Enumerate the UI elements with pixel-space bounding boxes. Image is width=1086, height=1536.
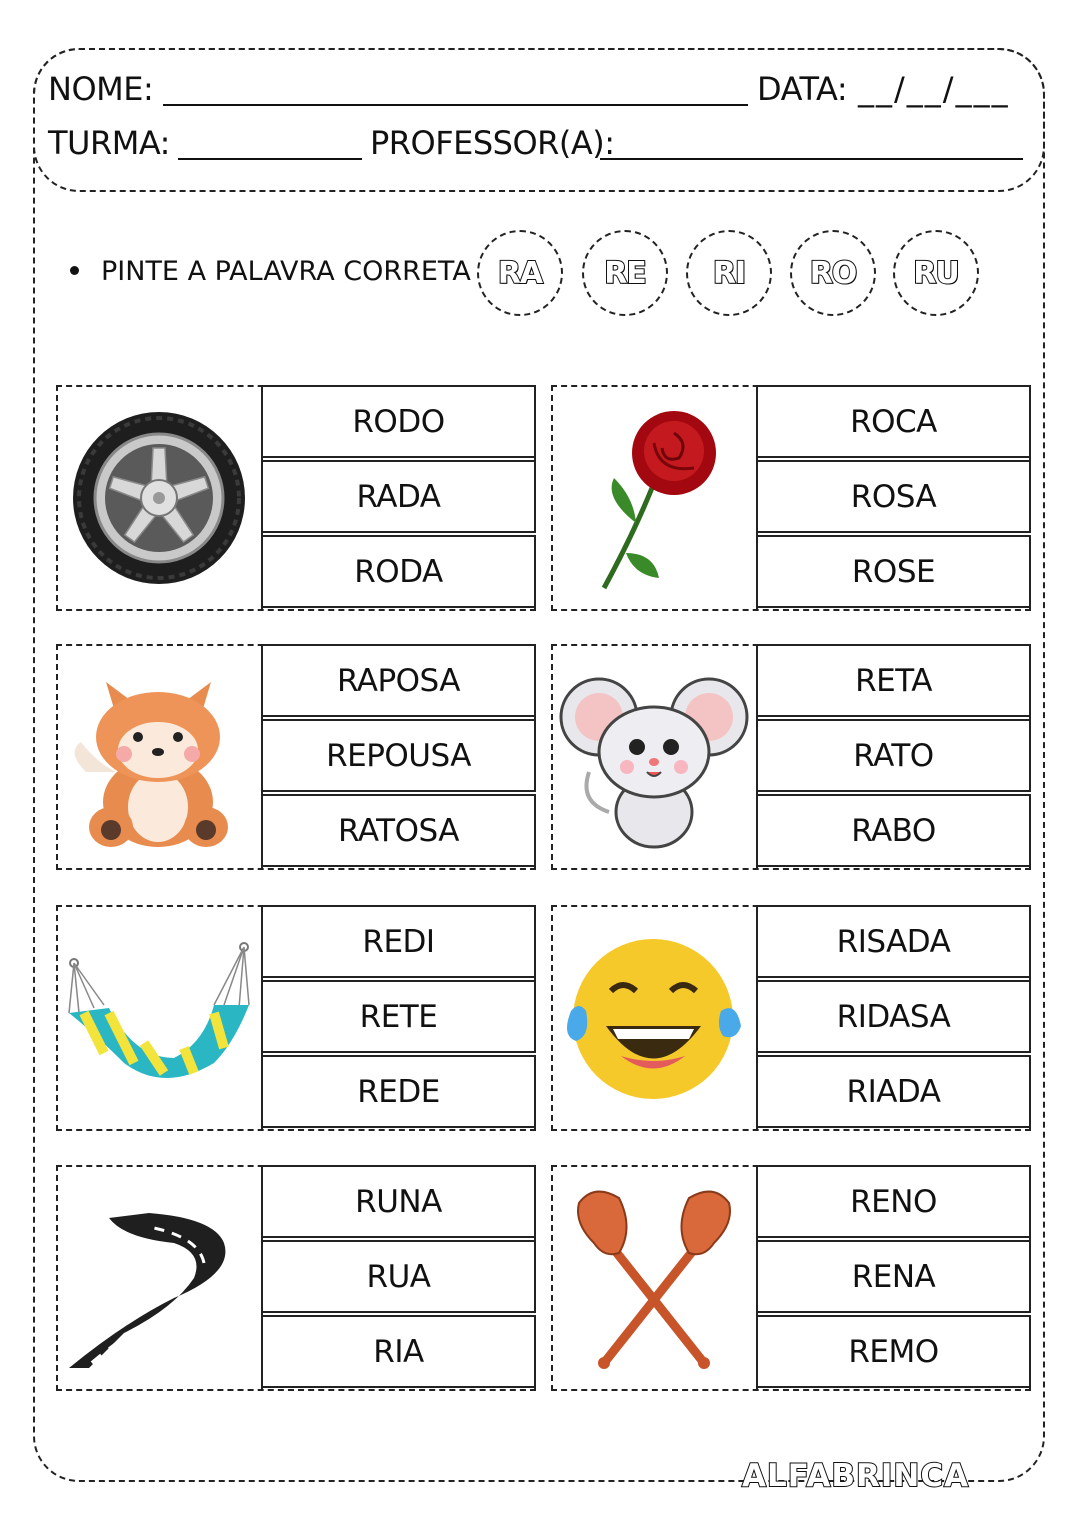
option-rato[interactable]: RATO (758, 719, 1031, 792)
tire-icon (56, 385, 261, 611)
teacher-field[interactable] (600, 158, 1023, 160)
option-risada[interactable]: RISADA (758, 905, 1031, 978)
instruction-text: PINTE A PALAVRA CORRETA (101, 256, 471, 287)
option-raposa[interactable]: RAPOSA (263, 644, 536, 717)
card-rose (551, 385, 1031, 611)
card-mouse (551, 644, 1031, 870)
hammock-icon (56, 905, 261, 1131)
option-rua[interactable]: RUA (263, 1240, 536, 1313)
card-hammock (56, 905, 536, 1131)
option-ria[interactable]: RIA (263, 1315, 536, 1388)
card-fox (56, 644, 536, 870)
option-rada[interactable]: RADA (263, 460, 536, 533)
syllable-ru: RU (893, 230, 979, 316)
option-reno[interactable]: RENO (758, 1165, 1031, 1238)
card-road (56, 1165, 536, 1391)
option-rena[interactable]: RENA (758, 1240, 1031, 1313)
card-tire (56, 385, 536, 611)
class-label: TURMA: (48, 124, 170, 162)
option-ridasa[interactable]: RIDASA (758, 980, 1031, 1053)
laughing-emoji-icon (551, 905, 756, 1131)
option-redi[interactable]: REDI (263, 905, 536, 978)
instruction (70, 256, 471, 287)
syllable-ro: RO (790, 230, 876, 316)
option-roda[interactable]: RODA (263, 535, 536, 608)
option-ratosa[interactable]: RATOSA (263, 794, 536, 867)
card-oars (551, 1165, 1031, 1391)
teacher-label: PROFESSOR(A): (370, 124, 615, 162)
option-rete[interactable]: RETE (263, 980, 536, 1053)
fox-icon (56, 644, 261, 870)
bullet-icon (70, 266, 79, 275)
oars-icon (551, 1165, 756, 1391)
option-rosa[interactable]: ROSA (758, 460, 1031, 533)
date-label: DATA: (757, 70, 848, 108)
option-rodo[interactable]: RODO (263, 385, 536, 458)
syllable-ri: RI (686, 230, 772, 316)
option-roca[interactable]: ROCA (758, 385, 1031, 458)
mouse-icon (551, 644, 756, 870)
option-reta[interactable]: RETA (758, 644, 1031, 717)
option-runa[interactable]: RUNA (263, 1165, 536, 1238)
class-field[interactable] (178, 158, 362, 160)
date-field[interactable]: __/__/___ (858, 70, 1010, 108)
brand-logo: ALFABRINCA (742, 1458, 970, 1494)
option-repousa[interactable]: REPOUSA (263, 719, 536, 792)
option-riada[interactable]: RIADA (758, 1055, 1031, 1128)
name-field[interactable] (163, 104, 748, 106)
syllable-re: RE (582, 230, 668, 316)
option-rose[interactable]: ROSE (758, 535, 1031, 608)
name-label: NOME: (48, 70, 154, 108)
option-rede[interactable]: REDE (263, 1055, 536, 1128)
road-icon (56, 1165, 261, 1391)
option-rabo[interactable]: RABO (758, 794, 1031, 867)
option-remo[interactable]: REMO (758, 1315, 1031, 1388)
rose-icon (551, 385, 756, 611)
syllable-ra: RA (477, 230, 563, 316)
card-laughing (551, 905, 1031, 1131)
